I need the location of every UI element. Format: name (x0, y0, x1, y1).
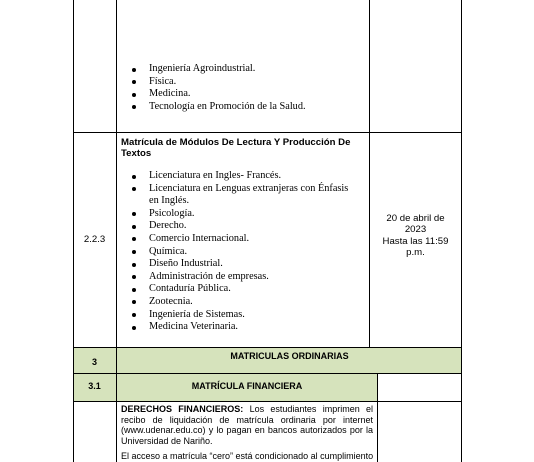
list-item: Comercio Internacional. (128, 233, 353, 246)
deadline-line: p.m. (406, 247, 425, 259)
table-border-left (73, 0, 74, 462)
list-item: Física. (128, 76, 306, 89)
list-item: Psicología. (128, 208, 353, 221)
derechos-body: Los estudiantes imprimen el recibo de liquidación de matrícula ordinaria por internet (www.udenar.edu.co) y lo pagan en bancos autorizados por la Universidad de Nariño. (121, 404, 373, 446)
derechos-continuation: El acceso a matrícula “cero” está condicionado al cumplimiento (121, 451, 373, 461)
list-item: Licenciatura en Ingles- Francés. (128, 170, 353, 183)
list-item: Química. (128, 246, 353, 259)
row-number-3-1: 3.1 (88, 381, 101, 391)
column-divider-2 (369, 0, 370, 348)
list-item: Diseño Industrial. (128, 258, 353, 271)
derechos-label: DERECHOS FINANCIEROS: (121, 404, 244, 414)
row-divider (73, 373, 462, 374)
row-divider (73, 347, 462, 348)
schedule-table (73, 0, 462, 462)
row-title: Matrícula de Módulos De Lectura Y Producción De Textos (121, 137, 351, 159)
list-item: Administración de empresas. (128, 271, 353, 284)
list-item: Zootecnia. (128, 296, 353, 309)
deadline-line: 20 de abril de (386, 213, 445, 224)
deadline-date (370, 213, 461, 259)
list-item: Ingeniería de Sistemas. (128, 309, 353, 322)
list-item: Contaduría Pública. (128, 283, 353, 296)
section-title: MATRÍCULA FINANCIERA (191, 381, 303, 391)
section-title: MATRICULAS ORDINARIAS (230, 351, 349, 361)
list-item: Medicina Veterinaria. (128, 321, 353, 334)
row-divider (73, 132, 462, 133)
row-number-2-2-3: 2.2.3 (83, 234, 106, 245)
column-divider-2-lower (377, 374, 378, 462)
list-item: Medicina. (128, 88, 306, 101)
list-item: Derecho. (128, 220, 353, 233)
deadline-line: Hasta las 11:59 (382, 235, 449, 247)
table-border-right (461, 0, 462, 462)
column-divider-1 (116, 0, 117, 462)
row-divider (73, 401, 462, 402)
list-item: Ingeniería Agroindustrial. (128, 63, 306, 76)
program-list-top (128, 63, 306, 113)
list-item: Tecnología en Promoción de la Salud. (128, 101, 306, 114)
derechos-financieros-text (121, 404, 373, 446)
program-list (128, 170, 353, 334)
deadline-line: 2023 (404, 224, 427, 236)
row-number-3: 3 (91, 357, 97, 367)
list-item: Licenciatura en Lenguas extranjeras con Énfasis en Inglés. (128, 183, 353, 208)
